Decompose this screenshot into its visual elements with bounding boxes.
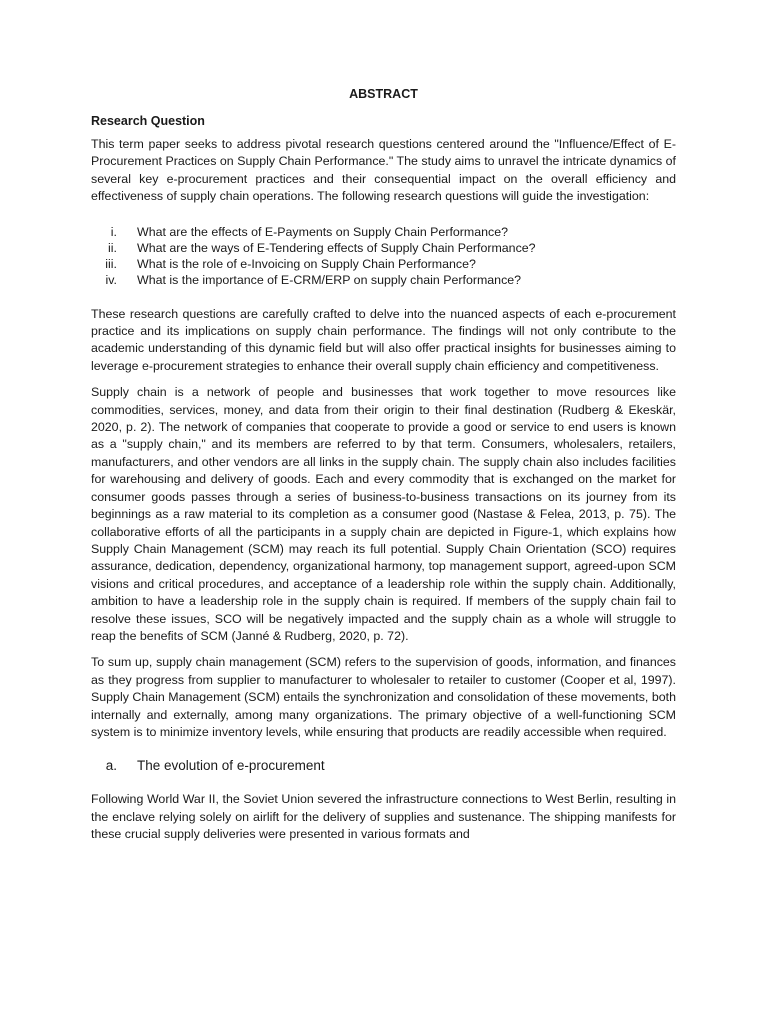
evolution-paragraph: Following World War II, the Soviet Union severed the infrastructure connections to West Berlin, resulting in the enclave relying solely on airlift for the delivery of supplies and sustenance. The shipping manifests for these crucial supply deliveries were presented in various formats and — [91, 792, 676, 842]
list-item — [91, 224, 676, 240]
section-heading-number: a. — [105, 758, 117, 774]
supply-chain-paragraph: Supply chain is a network of people and businesses that work together to move resources like commodities, services, money, and data from their origin to their final destination (Rudberg & Ekeskär, 2020, p. 2). The network of companies that cooperate to provide a good or service to end users is known as a "supply chain," and its members are referred to by that term. Consumers, wholesalers, retailers, manufacturers, and other vendors are all links in the supply chain. The supply chain also includes facilities for warehousing and delivery of goods. Each and every commodity that is exchanged on the market for consumer goods passes through a series of business-to-business transactions on its journey from its beginnings as a raw material to its completion as a consumer good (Nastase & Felea, 2013, p. 75). The collaborative efforts of all the participants in a supply chain are depicted in Figure-1, which explains how Supply Chain Management (SCM) may reach its full potential. Supply Chain Orientation (SCO) requires assurance, dedication, dependency, organizational harmony, top management support, agreed-upon SCM visions and critical procedures, and acceptance of a leadership role within the supply chain. Additionally, ambition to have a leadership role in the supply chain is required. If members of the supply chain fail to resolve these issues, SCO will be negatively impacted and the supply chain as a whole will struggle to reap the benefits of SCM (Janné & Rudberg, 2020, p. 72). — [91, 385, 676, 643]
list-item-number: ii. — [108, 240, 117, 255]
research-question-heading: Research Question — [91, 114, 205, 128]
list-item-text: What is the importance of E-CRM/ERP on supply chain Performance? — [137, 272, 522, 287]
section-heading-text: The evolution of e-procurement — [137, 758, 325, 774]
research-questions-list — [91, 224, 676, 288]
list-item — [91, 272, 676, 288]
list-item — [91, 240, 676, 256]
findings-paragraph: These research questions are carefully crafted to delve into the nuanced aspects of each e-procurement practice and its implications on supply chain performance. The findings will not only contribute to the academic understanding of this dynamic field but will also offer practical insights for businesses aiming to leverage e-procurement strategies to enhance their overall supply chain efficiency and competitiveness. — [91, 306, 676, 373]
section-heading — [91, 757, 676, 775]
intro-paragraph: This term paper seeks to address pivotal research questions centered around the "Influence/Effect of E-Procurement Practices on Supply Chain Performance." The study aims to unravel the intricate dynamics of several key e-procurement practices and their consequential impact on the overall efficiency and effectiveness of supply chain operations. The following research questions will guide the investigation: — [91, 137, 676, 204]
scm-summary-paragraph: To sum up, supply chain management (SCM) refers to the supervision of goods, information, and finances as they progress from supplier to manufacturer to wholesaler to retailer to customer (Cooper et al, 1997). Supply Chain Management (SCM) entails the synchronization and consolidation of these movements, both internally and externally, among many organizations. The primary objective of a well-functioning SCM system is to minimize inventory levels, while ensuring that products are readily accessible when required. — [91, 655, 676, 739]
list-item-text: What are the ways of E-Tendering effects of Supply Chain Performance? — [137, 240, 536, 255]
list-item-number: iii. — [105, 256, 117, 271]
list-item-text: What is the role of e-Invoicing on Supply Chain Performance? — [137, 256, 476, 271]
list-item-number: i. — [110, 224, 117, 239]
list-item-number: iv. — [105, 272, 117, 287]
list-item-text: What are the effects of E-Payments on Supply Chain Performance? — [137, 224, 508, 239]
list-item — [91, 256, 676, 272]
abstract-title: ABSTRACT — [349, 87, 418, 101]
